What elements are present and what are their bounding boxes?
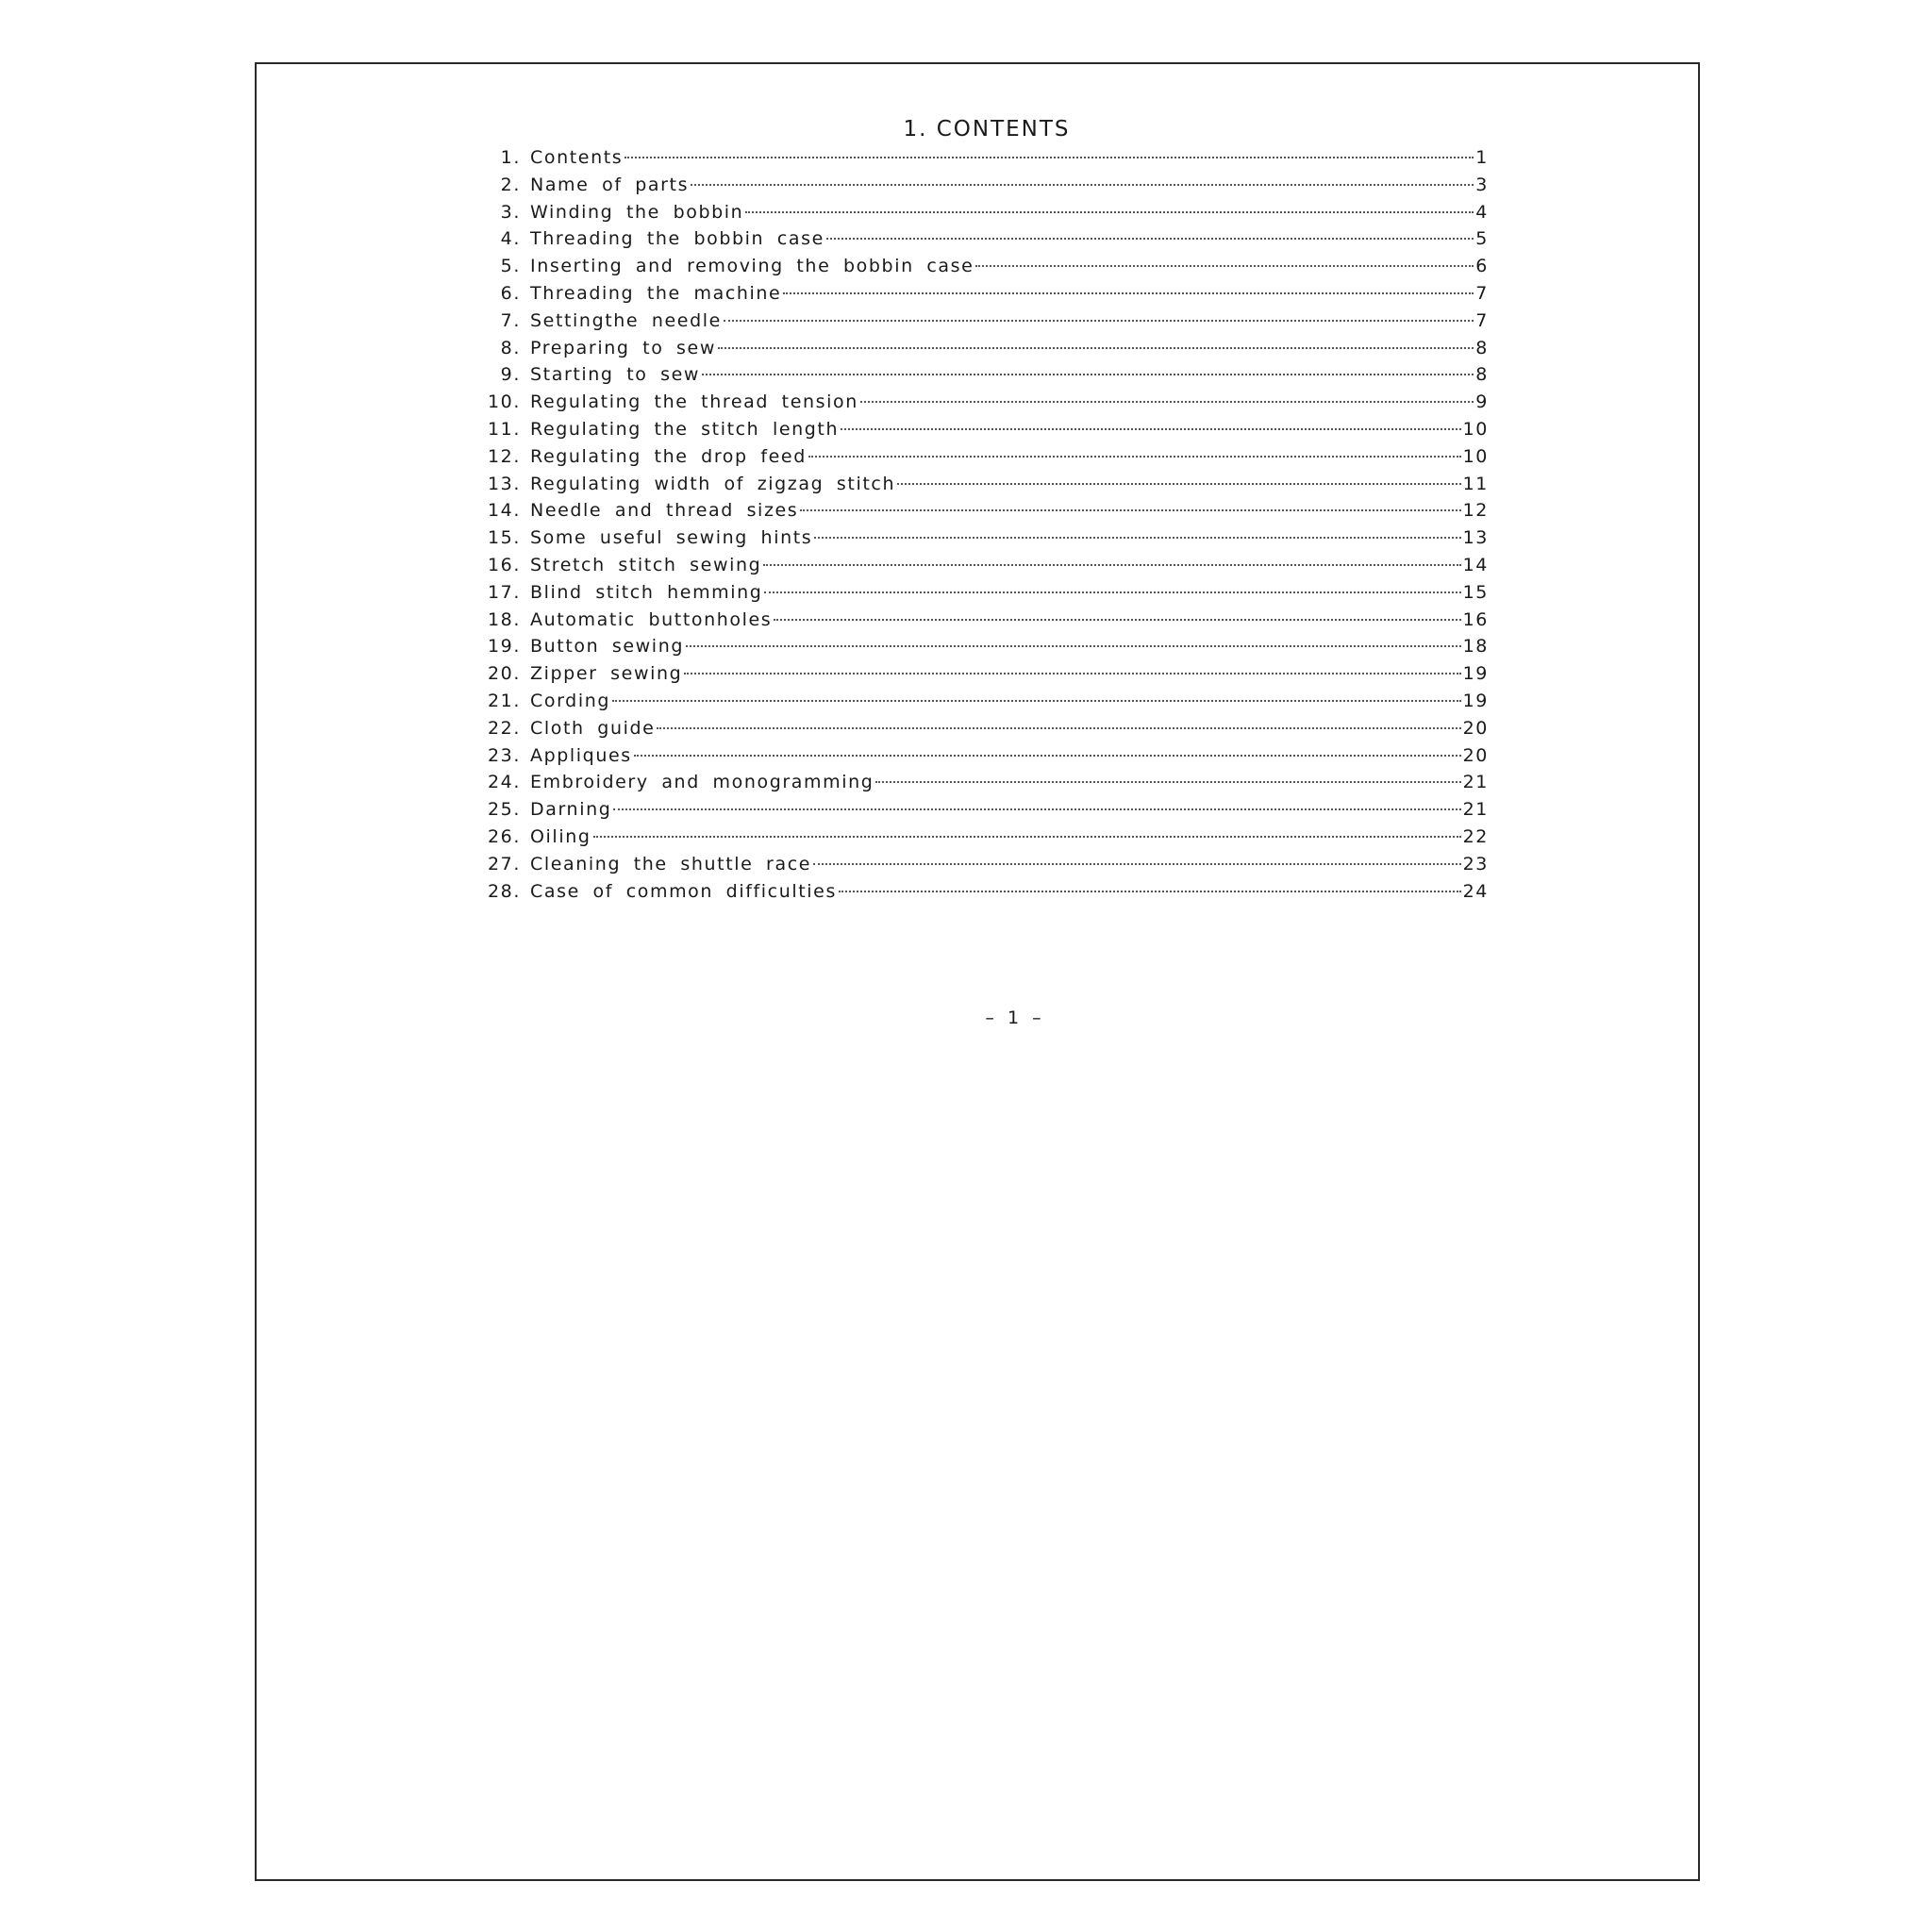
toc-entry-number: 17. xyxy=(487,581,521,603)
table-of-contents xyxy=(474,147,1489,908)
toc-entry-page: 11 xyxy=(1462,473,1489,494)
toc-entry-label: Blind stitch hemming xyxy=(530,581,763,603)
toc-entry-label: Case of common difficulties xyxy=(530,880,837,902)
toc-entry-label: Regulating the drop feed xyxy=(530,445,807,467)
toc-entry-number: 23. xyxy=(487,744,521,766)
dot-leader xyxy=(839,891,1461,892)
dot-leader xyxy=(800,509,1460,511)
toc-entry-page: 1 xyxy=(1475,147,1489,168)
toc-entry-number: 10. xyxy=(487,391,521,413)
toc-entry-page: 10 xyxy=(1462,418,1489,440)
toc-entry-page: 6 xyxy=(1475,256,1489,277)
toc-entry-number: 6. xyxy=(500,282,521,304)
toc-entry-page: 4 xyxy=(1475,201,1489,223)
dot-leader xyxy=(745,211,1474,213)
dot-leader xyxy=(813,863,1461,865)
toc-entry xyxy=(474,364,1489,391)
dot-leader xyxy=(634,755,1461,757)
toc-entry-number: 8. xyxy=(500,337,521,358)
toc-entry-number: 19. xyxy=(487,636,521,658)
toc-entry-label: Cloth guide xyxy=(530,717,656,739)
toc-entry-label: Oiling xyxy=(530,825,591,847)
dot-leader xyxy=(826,238,1474,240)
toc-entry-page: 13 xyxy=(1462,527,1489,549)
dot-leader xyxy=(774,619,1460,621)
dot-leader xyxy=(686,645,1461,647)
toc-entry-label: Regulating width of zigzag stitch xyxy=(530,473,896,494)
toc-entry-label: Name of parts xyxy=(530,174,690,195)
toc-entry xyxy=(474,609,1489,637)
toc-entry-number: 11. xyxy=(487,418,521,440)
toc-entry-label: Cording xyxy=(530,690,611,711)
dot-leader xyxy=(625,157,1474,158)
toc-entry-label: Darning xyxy=(530,799,612,821)
toc-entry xyxy=(474,745,1489,773)
toc-entry-number: 20. xyxy=(487,663,521,685)
dot-leader xyxy=(841,428,1460,430)
toc-entry xyxy=(474,419,1489,446)
page-title: 1. CONTENTS xyxy=(903,117,1071,142)
toc-entry-number: 3. xyxy=(500,201,521,223)
toc-entry-label: Contents xyxy=(530,147,624,168)
toc-entry-number: 7. xyxy=(500,309,521,331)
toc-entry xyxy=(474,283,1489,310)
toc-entry xyxy=(474,854,1489,881)
toc-entry-label: Starting to sew xyxy=(530,364,701,386)
toc-entry xyxy=(474,310,1489,338)
dot-leader xyxy=(724,320,1474,322)
dot-leader xyxy=(657,727,1460,729)
toc-entry-label: Some useful sewing hints xyxy=(530,527,813,549)
toc-entry-page: 3 xyxy=(1475,174,1489,195)
dot-leader xyxy=(783,292,1474,294)
toc-entry-page: 5 xyxy=(1475,228,1489,250)
toc-entry xyxy=(474,500,1489,527)
toc-entry-number: 22. xyxy=(487,717,521,739)
toc-entry-page: 8 xyxy=(1475,337,1489,358)
dot-leader xyxy=(860,401,1474,403)
toc-entry-label: Preparing to sew xyxy=(530,337,716,358)
toc-entry xyxy=(474,826,1489,854)
toc-entry xyxy=(474,691,1489,718)
toc-entry xyxy=(474,446,1489,474)
dot-leader xyxy=(702,374,1474,375)
toc-entry-number: 15. xyxy=(487,527,521,549)
dot-leader xyxy=(613,808,1460,810)
dot-leader xyxy=(593,836,1461,838)
toc-entry xyxy=(474,636,1489,663)
toc-entry xyxy=(474,474,1489,501)
toc-entry xyxy=(474,228,1489,256)
dot-leader xyxy=(763,564,1460,566)
toc-entry xyxy=(474,555,1489,582)
dot-leader xyxy=(808,456,1461,458)
dot-leader xyxy=(718,347,1474,349)
toc-entry-page: 21 xyxy=(1462,799,1489,821)
toc-entry xyxy=(474,582,1489,609)
toc-entry xyxy=(474,175,1489,202)
page-number: – 1 – xyxy=(985,1008,1045,1028)
toc-entry-label: Regulating the thread tension xyxy=(530,391,858,413)
toc-entry-number: 5. xyxy=(500,256,521,277)
toc-entry-number: 28. xyxy=(487,880,521,902)
toc-entry-page: 14 xyxy=(1462,554,1489,575)
toc-entry-label: Cleaning the shuttle race xyxy=(530,853,812,874)
toc-entry-number: 14. xyxy=(487,500,521,522)
toc-entry xyxy=(474,338,1489,365)
toc-entry-number: 4. xyxy=(500,228,521,250)
toc-entry-number: 16. xyxy=(487,554,521,575)
toc-entry xyxy=(474,718,1489,745)
toc-entry-number: 27. xyxy=(487,853,521,874)
toc-entry-label: Zipper sewing xyxy=(530,663,683,685)
toc-entry-label: Settingthe needle xyxy=(530,309,722,331)
toc-entry-label: Threading the machine xyxy=(530,282,782,304)
toc-entry-label: Automatic buttonholes xyxy=(530,608,773,630)
toc-entry-page: 9 xyxy=(1475,391,1489,413)
toc-entry-label: Stretch stitch sewing xyxy=(530,554,762,575)
toc-entry-page: 7 xyxy=(1475,282,1489,304)
toc-entry-number: 13. xyxy=(487,473,521,494)
toc-entry-label: Regulating the stitch length xyxy=(530,418,840,440)
toc-entry-page: 8 xyxy=(1475,364,1489,386)
toc-entry-page: 20 xyxy=(1462,744,1489,766)
toc-entry-number: 24. xyxy=(487,772,521,793)
document-page xyxy=(255,62,1700,1881)
toc-entry-label: Threading the bobbin case xyxy=(530,228,824,250)
toc-entry-number: 25. xyxy=(487,799,521,821)
toc-entry xyxy=(474,256,1489,283)
toc-entry xyxy=(474,663,1489,691)
dot-leader xyxy=(764,591,1460,593)
toc-entry-page: 23 xyxy=(1462,853,1489,874)
toc-entry-page: 15 xyxy=(1462,581,1489,603)
toc-entry-label: Embroidery and monogramming xyxy=(530,772,874,793)
toc-entry-page: 19 xyxy=(1462,663,1489,685)
toc-entry-number: 2. xyxy=(500,174,521,195)
toc-entry xyxy=(474,772,1489,799)
toc-entry-label: Needle and thread sizes xyxy=(530,500,799,522)
toc-entry-page: 19 xyxy=(1462,690,1489,711)
toc-entry-page: 18 xyxy=(1462,636,1489,658)
toc-entry xyxy=(474,799,1489,826)
toc-entry-page: 10 xyxy=(1462,445,1489,467)
toc-entry-page: 20 xyxy=(1462,717,1489,739)
toc-entry xyxy=(474,391,1489,419)
toc-entry-number: 12. xyxy=(487,445,521,467)
toc-entry-number: 1. xyxy=(500,147,521,168)
toc-entry-number: 21. xyxy=(487,690,521,711)
toc-entry-page: 16 xyxy=(1462,608,1489,630)
dot-leader xyxy=(684,673,1460,675)
toc-entry xyxy=(474,202,1489,229)
toc-entry-number: 18. xyxy=(487,608,521,630)
dot-leader xyxy=(612,700,1461,702)
dot-leader xyxy=(975,265,1474,267)
toc-entry-label: Appliques xyxy=(530,744,632,766)
toc-entry-page: 7 xyxy=(1475,309,1489,331)
toc-entry-number: 26. xyxy=(487,825,521,847)
toc-entry-page: 22 xyxy=(1462,825,1489,847)
dot-leader xyxy=(875,781,1460,783)
dot-leader xyxy=(814,537,1460,539)
toc-entry-page: 24 xyxy=(1462,880,1489,902)
toc-entry-number: 9. xyxy=(500,364,521,386)
toc-entry xyxy=(474,881,1489,908)
toc-entry xyxy=(474,147,1489,175)
toc-entry-label: Inserting and removing the bobbin case xyxy=(530,256,974,277)
toc-entry xyxy=(474,527,1489,555)
toc-entry-page: 12 xyxy=(1462,500,1489,522)
dot-leader xyxy=(897,483,1461,485)
toc-entry-page: 21 xyxy=(1462,772,1489,793)
toc-entry-label: Button sewing xyxy=(530,636,684,658)
toc-entry-label: Winding the bobbin xyxy=(530,201,744,223)
dot-leader xyxy=(691,184,1474,186)
